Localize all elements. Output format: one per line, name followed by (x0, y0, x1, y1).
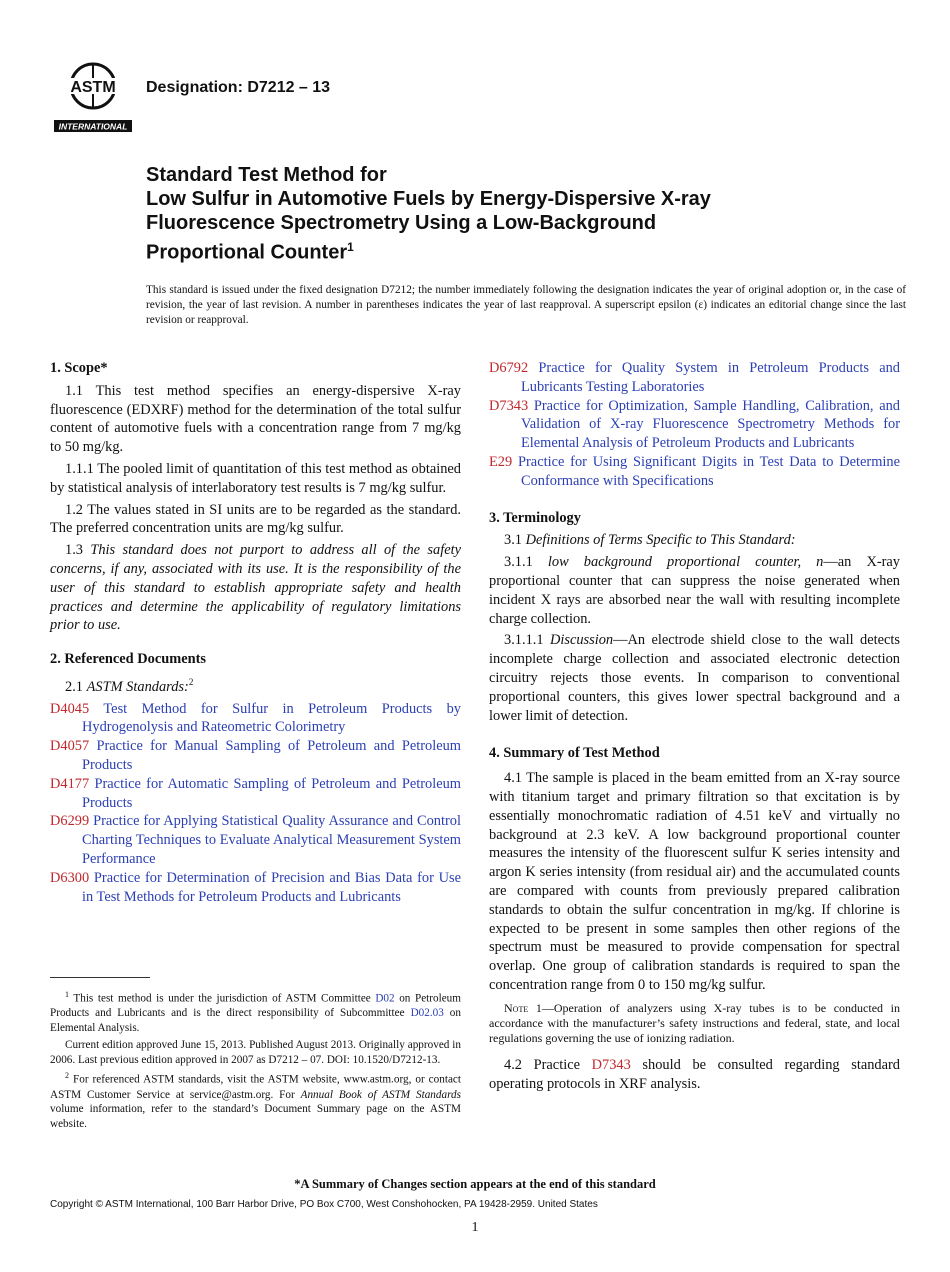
footnote-2: $^2$ For referenced ASTM standards, visit the ASTM website, www.astm.org, or contact ASTM Customer Service at service@astm.org. For Annual Book of ASTM Standards volume information, refer to the standard’s Document Summary page on the ASTM website. (50, 1071, 461, 1131)
paragraph-1-1-1: 1.1.1 The pooled limit of quantitation of this test method as obtained by statistical analysis of interlaboratory test results is 7 mg/kg sulfur. (50, 460, 461, 496)
logo-bottom-text: INTERNATIONAL (58, 121, 128, 132)
title-line-3: Fluorescence Spectrometry Using a Low-Background (146, 212, 657, 234)
ref-item-d4177[interactable]: D4177 Practice for Automatic Sampling of Petroleum and Petroleum Products (50, 775, 461, 811)
ref-item-d6299[interactable]: D6299 Practice for Applying Statistical Quality Assurance and Control Charting Techniques to Evaluate Analytical Measurement System Performance (50, 813, 461, 867)
footnote-1: $^1$ This test method is under the jurisdiction of ASTM Committee D02 on Petroleum Products and Lubricants and is the direct responsibility of Subcommittee D02.03 on Elemental Analysis. (50, 990, 461, 1035)
section-heading-referenced-documents: 2. Referenced Documents (50, 651, 206, 668)
footnotes (50, 988, 461, 1134)
astm-logo (52, 56, 134, 134)
paragraph-4-2: 4.2 Practice D7343 should be consulted regarding standard operating protocols in XRF analysis. (489, 1056, 900, 1092)
note-1: Note 1—Operation of analyzers using X-ray tubes is to be conducted in accordance with the manufacturer’s safety instructions and federal, state, and local regulations governing the use of ionizing radiation. (489, 1000, 900, 1045)
paragraph-3-1: 3.1 Definitions of Terms Specific to This Standard: (504, 532, 796, 549)
title-footnote-mark: 1 (347, 240, 354, 254)
summary-of-changes-note: *A Summary of Changes section appears at the end of this standard (294, 1177, 656, 1191)
paragraph-3-1-1-1: 3.1.1.1 Discussion—An electrode shield close to the wall detects incomplete charge collection and associated electronic detection circuitry rejects those events. In comparison to conventional proportional counters, this gives lower spectral background and a lower limit of detection. (489, 632, 900, 724)
paragraph-1-2: 1.2 The values stated in SI units are to be regarded as the standard. The preferred concentration units are mg/kg sulfur. (50, 501, 461, 537)
document-title (146, 163, 866, 265)
footnote-rule (50, 977, 150, 978)
title-line-2: Low Sulfur in Automotive Fuels by Energy-Dispersive X-ray (146, 188, 711, 210)
left-column (50, 359, 461, 906)
ref-item-d6300[interactable]: D6300 Practice for Determination of Precision and Bias Data for Use in Test Methods for Petroleum Products and Lubricants (50, 869, 461, 905)
link-d02[interactable]: D02 (375, 992, 395, 1005)
ref-item-d6792[interactable]: D6792 Practice for Quality System in Petroleum Products and Lubricants Testing Laboratories (489, 360, 900, 395)
astm-logo-icon (52, 56, 134, 134)
issuance-notice: This standard is issued under the fixed designation D7212; the number immediately following the designation indicates the year of original adoption or, in the case of revision, the year of last revision. A number in parentheses indicates the year of last reapproval. A superscript epsilon (ε) indicates an editorial change since the last revision or reapproval. (146, 284, 906, 326)
ref-item-e29[interactable]: E29 Practice for Using Significant Digits in Test Data to Determine Conformance with Specifications (489, 453, 900, 489)
paragraph-2-1: 2.1 ASTM Standards:$^2$ (65, 676, 194, 695)
designation: Designation: D7212 – 13 (146, 79, 331, 96)
section-heading-summary: 4. Summary of Test Method (489, 745, 660, 762)
link-d02-03[interactable]: D02.03 (410, 1007, 444, 1020)
link-d7343[interactable]: D7343 (591, 1056, 631, 1073)
logo-top-text: ASTM (70, 79, 116, 96)
paragraph-1-3: 1.3 This standard does not purport to address all of the safety concerns, if any, associated with its use. It is the responsibility of the user of this standard to establish appropriate safety and health practices and determine the applicability of regulatory limitations prior to use. (50, 542, 461, 634)
title-line-4: Proportional Counter$^1$ (146, 240, 354, 264)
footnote-1-edition: Current edition approved June 15, 2013. Published August 2013. Originally approved in 2006. Last previous edition approved in 2007 as D7212 – 07. DOI: 10.1520/D7212-13. (50, 1038, 461, 1066)
paragraph-1-1: 1.1 This test method specifies an energy-dispersive X-ray fluorescence (EDXRF) method for the determination of the total sulfur content of automotive fuels with a concentration range from 7 mg/kg to 50 mg/kg. (50, 382, 461, 456)
section-heading-scope: 1. Scope* (50, 360, 108, 376)
paragraph-4-1: 4.1 The sample is placed in the beam emitted from an X-ray source with titanium target and primary filtration so that excitation is by essentially monochromatic radiation of 4.51 keV and virtually no background at 2.3 keV. A low background proportional counter measures the intensity of the fluorescent sulfur K series intensity and argon K series intensity (from residual air) and the accumulated counts are compared with counts from previously prepared calibration standards to obtain the sulfur concentration in mg/kg. If chlorine is expected to be present in some samples then other regions of the spectrum must be measured to provide compensation for spectral overlap. One group of calibration standards is required to span the concentration range from 0 to 150 mg/kg sulfur. (489, 770, 900, 993)
ref-item-d7343[interactable]: D7343 Practice for Optimization, Sample Handling, Calibration, and Validation of X-ray Fluorescence Spectrometry Methods for Elemental Analysis of Petroleum Products and Lubricants (489, 397, 900, 452)
ref-item-d4045[interactable]: D4045 Test Method for Sulfur in Petroleum Products by Hydrogenolysis and Rateometric Colorimetry (50, 700, 461, 736)
paragraph-3-1-1: 3.1.1 low background proportional counter, n—an X-ray proportional counter that can suppress the noise generated when incident X rays are absorbed near the wall with resulting incomplete charge collection. (489, 554, 901, 627)
title-line-1: Standard Test Method for (146, 164, 387, 186)
page-number: 1 (471, 1220, 479, 1235)
ref-item-d4057[interactable]: D4057 Practice for Manual Sampling of Petroleum and Petroleum Products (50, 738, 461, 773)
right-column (489, 359, 900, 1096)
copyright: Copyright © ASTM International, 100 Barr Harbor Drive, PO Box C700, West Conshohocken, PA 19428-2959. United States (50, 1199, 598, 1210)
section-heading-terminology: 3. Terminology (489, 509, 581, 526)
